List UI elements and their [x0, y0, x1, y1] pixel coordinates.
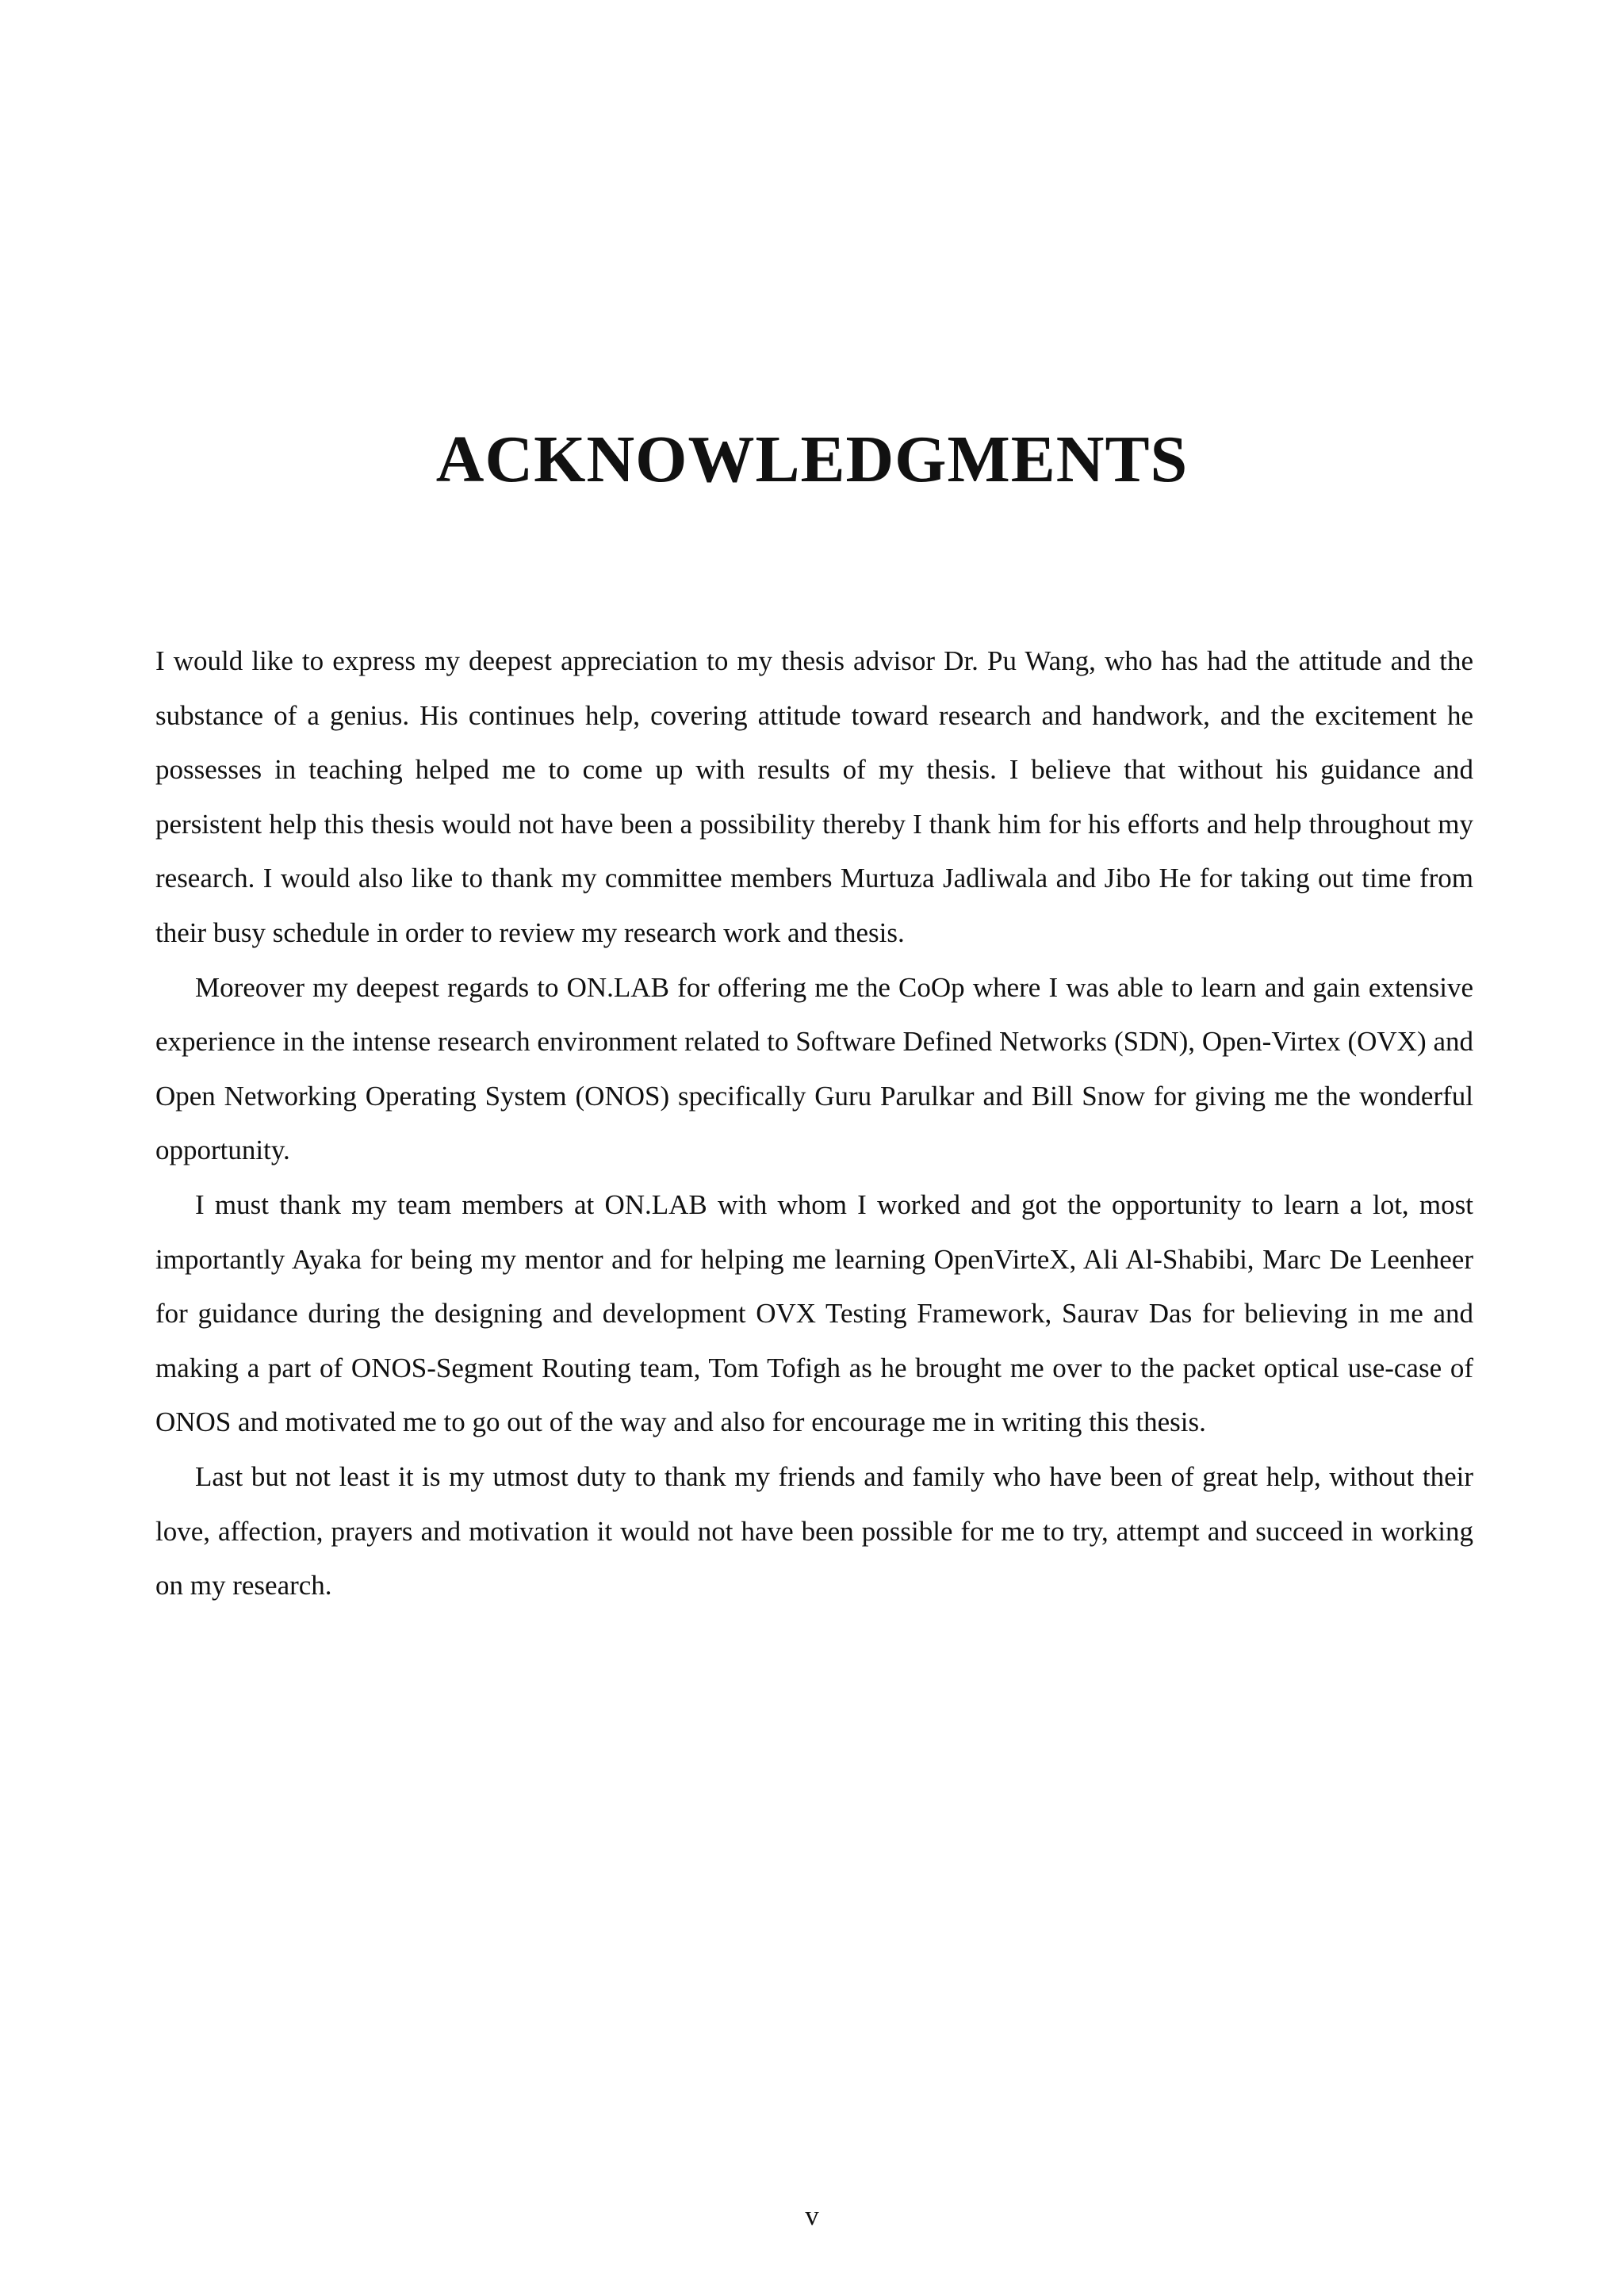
paragraph-team: I must thank my team members at ON.LAB with whom I worked and got the opportunity to learn a lot, most importantly Ayaka for being my mentor and for helping me learning OpenVirteX, Ali Al-Shabibi, Marc De Leenheer for guidance during the designing and development OVX Testing Framework, Saurav Das for believing in me and making a part of ONOS-Segment Routing team, Tom Tofigh as he brought me over to the packet optical use-case of ONOS and motivated me to go out of the way and also for encourage me in writing this thesis. [155, 1188, 1473, 1438]
paragraph-family: Last but not least it is my utmost duty to thank my friends and family who have been of great help, without their love, affection, prayers and motivation it would not have been possible for me to try, attempt and succeed in working on my research. [155, 1460, 1473, 1601]
paragraph-onlab: Moreover my deepest regards to ON.LAB for offering me the CoOp where I was able to learn and gain extensive experience in the intense research environment related to Software Defined Networks (SDN), Open-Virtex (OVX) and Open Networking Operating System (ONOS) specifically Guru Parulkar and Bill Snow for giving me the wonderful opportunity. [155, 971, 1473, 1166]
paragraph-advisor: I would like to express my deepest appreciation to my thesis advisor Dr. Pu Wang, who has had the attitude and the substance of a genius. His continues help, covering attitude toward research and handwork, and the excitement he possesses in teaching helped me to come up with results of my thesis. I believe that without his guidance and persistent help this thesis would not have been a possibility thereby I thank him for his efforts and help throughout my research. I would also like to thank my committee members Murtuza Jadliwala and Jibo He for taking out time from their busy schedule in order to review my research work and thesis. [155, 645, 1473, 948]
acknowledgments-body [155, 634, 1473, 1613]
page-title: ACKNOWLEDGMENTS [435, 423, 1189, 496]
page-number: v [805, 2200, 819, 2231]
